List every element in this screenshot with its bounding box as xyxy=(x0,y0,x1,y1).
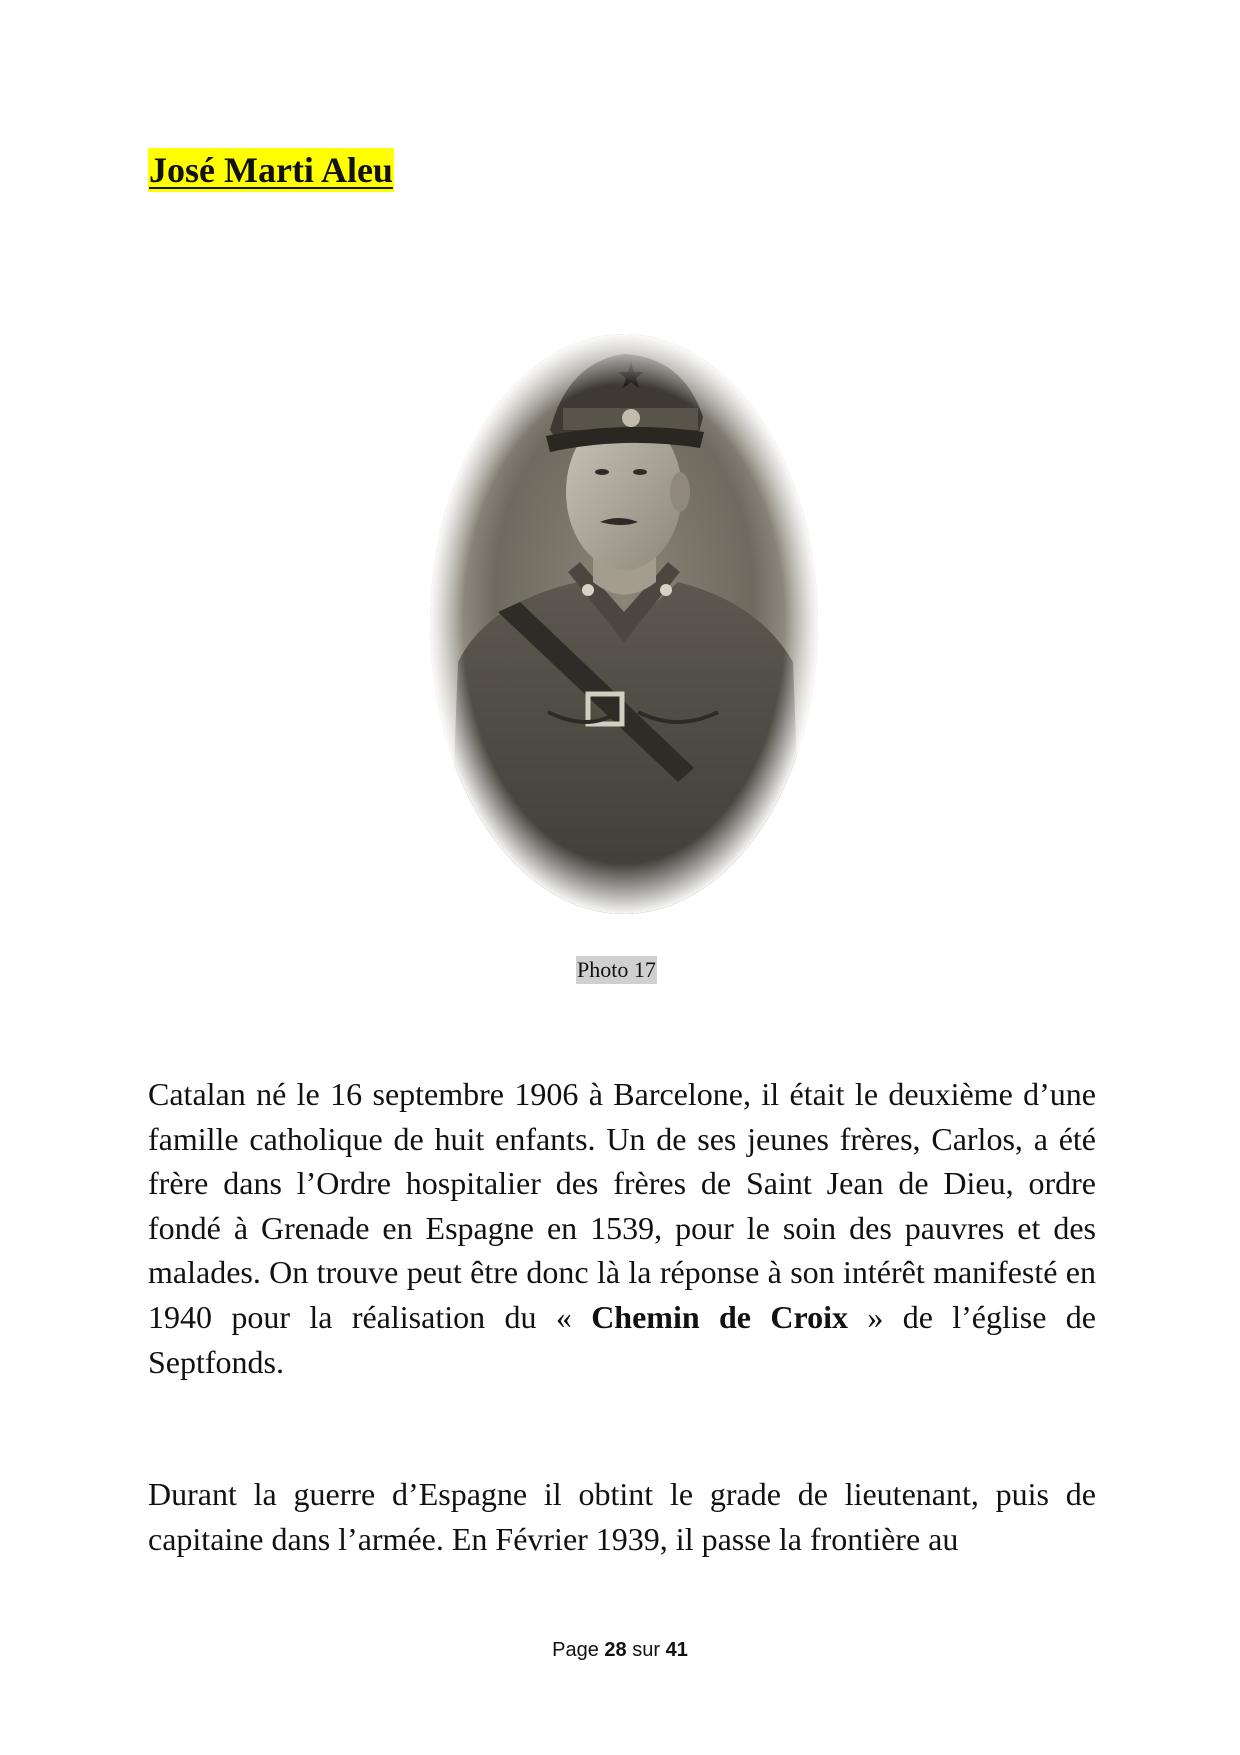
paragraph-1-ending: de l’église de Septfonds. xyxy=(148,1298,1097,1380)
close-quote: » xyxy=(867,1298,884,1335)
total-pages: 41 xyxy=(665,1639,688,1661)
emphasis-chemin-de-croix: Chemin de Croix xyxy=(591,1298,848,1335)
oval-sepia-portrait-photo-icon xyxy=(428,332,820,916)
portrait-photo xyxy=(428,332,820,916)
paragraph-1-text: Catalan né le 16 septembre 1906 à Barcelone, il était le deuxième d’une famille catholique de huit enfants. Un de ses jeunes frères, Carlos, a été frère dans l’Ordre hospitalier des frères de Saint Jean de Dieu, ordre fondé à Grenade en Espagne en 1539, pour le soin des pauvres et des malades. On trouve peut être donc là la réponse à son intérêt manifesté en 1940 pour la réalisation du xyxy=(148,1076,1096,1335)
page-title: José Marti Aleu xyxy=(149,150,393,190)
paragraph-1 xyxy=(148,1072,1096,1384)
paragraph-2: Durant la guerre d’Espagne il obtint le grade de lieutenant, puis de capitaine dans l’armée. En Février 1939, il passe la frontière au xyxy=(148,1476,1096,1557)
photo-caption: Photo 17 xyxy=(577,957,656,982)
page-label: Page xyxy=(552,1639,599,1661)
of-label: sur xyxy=(632,1639,661,1661)
open-quote: « xyxy=(555,1298,572,1335)
page-number: 28 xyxy=(604,1639,627,1661)
page-footer xyxy=(0,1637,1240,1663)
